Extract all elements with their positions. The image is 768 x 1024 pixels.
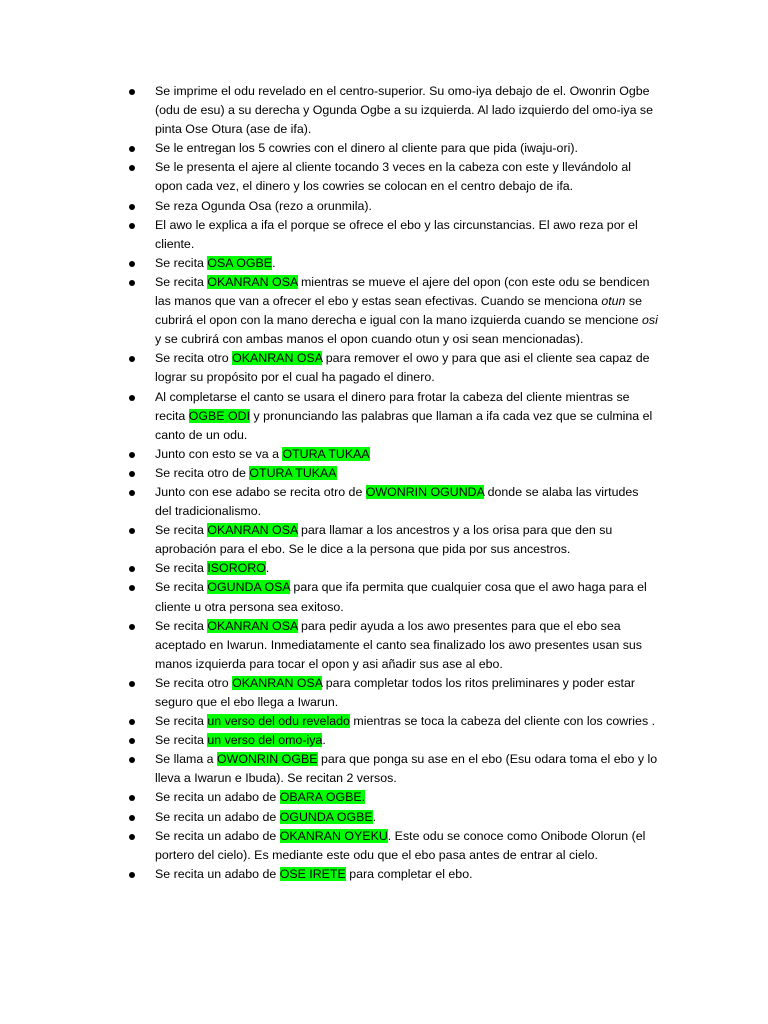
bullet-icon — [129, 452, 135, 458]
highlighted-odu: OKANRAN OYEKU — [279, 828, 388, 843]
item-text: . — [272, 255, 276, 270]
bullet-icon — [129, 566, 135, 572]
highlighted-odu: un verso del odu revelado — [207, 714, 350, 729]
highlighted-odu: OTURA TUKAA — [282, 446, 370, 461]
list-item — [0, 788, 658, 807]
item-text: para completar todos los ritos preliminares y poder estar seguro que el ebo llega a Iwarun. — [155, 675, 636, 709]
item-text: mientras se toca la cabeza del cliente con los cowries . — [349, 714, 656, 729]
item-text: . — [372, 809, 377, 824]
bullet-icon — [129, 280, 135, 286]
list-item — [0, 712, 658, 731]
bullet-icon — [129, 261, 135, 267]
item-text: Se recita — [155, 733, 208, 748]
item-text: donde se alaba las virtudes del tradicionalismo. — [155, 484, 639, 519]
highlighted-odu: OGUNDA OGBE — [279, 809, 373, 824]
list-item — [0, 559, 658, 578]
bullet-icon — [129, 719, 135, 725]
item-text: para completar el ebo. — [345, 866, 473, 881]
bullet-icon — [129, 738, 135, 744]
bullet-icon — [129, 624, 135, 630]
list-item — [0, 674, 658, 712]
item-text: Se recita — [155, 714, 208, 729]
list-item — [0, 82, 658, 139]
item-text: Junto con ese adabo se recita otro de — [155, 484, 366, 499]
list-item — [0, 158, 658, 196]
list-item — [0, 197, 658, 216]
list-item — [0, 445, 658, 464]
list-item — [0, 273, 658, 349]
list-item — [0, 578, 658, 616]
item-text: Se recita un adabo de — [155, 828, 280, 843]
list-item — [0, 139, 658, 158]
list-item — [0, 617, 658, 674]
bullet-icon — [129, 204, 135, 210]
item-text: . — [265, 561, 270, 576]
item-text: Se imprime el odu revelado en el centro-superior. Su omo-iya debajo de el. Owonrin Ogbe (odu de esu) a su derecha y Ogunda Ogbe a su izquierda. Al lado izquierdo del omo-iya se pinta Ose Otura (ase de ifa). — [155, 84, 653, 137]
bullet-icon — [129, 757, 135, 763]
highlighted-odu: OGBE ODI — [188, 408, 251, 423]
list-item — [0, 349, 658, 387]
item-text: Se recita un adabo de — [155, 809, 280, 824]
item-text: para llamar a los ancestros y a los orisa para que den su aprobación para el ebo. Se le dice a la persona que pida por sus ancestros. — [155, 523, 613, 557]
item-text: para pedir ayuda a los awo presentes para que el ebo sea aceptado en Iwarun. Inmediatamente el canto sea finalizado los awo presentes usan sus manos izquierda para tocar el opon y asi añadir sus ase al ebo. — [155, 618, 642, 671]
list-item — [0, 254, 658, 273]
highlighted-odu: OKANRAN OSA — [207, 274, 298, 289]
bullet-icon — [129, 471, 135, 477]
highlighted-odu: OKANRAN OSA — [207, 618, 298, 633]
highlighted-odu: OKANRAN OSA — [232, 675, 323, 690]
bullet-icon — [129, 528, 135, 534]
list-item — [0, 865, 658, 884]
item-text: . — [322, 733, 326, 748]
list-item — [0, 464, 658, 483]
item-text: Al completarse el canto se usara el dinero para frotar la cabeza del cliente mientras se recita — [155, 389, 630, 423]
item-text: Se recita otro — [155, 675, 233, 690]
item-text: para remover el owo y para que asi el cliente sea capaz de lograr su propósito por el cual ha pagado el dinero. — [155, 351, 650, 385]
item-text: para que ifa permita que cualquier cosa que el awo haga para el cliente u otra persona sea exitoso. — [155, 580, 647, 614]
item-text: Se recita — [155, 274, 208, 289]
item-text: Se recita — [155, 580, 208, 595]
item-text: Se reza Ogunda Osa (rezo a orunmila). — [155, 198, 372, 213]
highlighted-odu: un verso del omo-iya — [207, 733, 323, 748]
list-item — [0, 750, 658, 788]
item-text: Se recita — [155, 523, 208, 538]
item-text: Se recita otro de — [155, 465, 250, 480]
item-text: Se recita otro — [155, 351, 233, 366]
item-text: y pronunciando las palabras que llaman a ifa cada vez que se culmina el canto de un odu. — [155, 408, 653, 442]
bullet-icon — [129, 146, 135, 152]
list-item — [0, 731, 658, 750]
highlighted-odu: OBARA OGBE. — [279, 790, 366, 805]
item-text: Se recita — [155, 255, 208, 270]
item-text: para que ponga su ase en el ebo (Esu odara toma el ebo y lo lleva a Iwarun e Ibuda). Se recitan 2 versos. — [155, 752, 658, 786]
bullet-icon — [129, 395, 135, 401]
emphasis-text: otun — [601, 294, 626, 309]
item-text: Se recita un adabo de — [155, 866, 280, 881]
highlighted-odu: OKANRAN OSA — [207, 523, 298, 538]
highlighted-odu: OWONRIN OGUNDA — [365, 484, 485, 499]
item-text: Se recita un adabo de — [155, 790, 280, 805]
highlighted-odu: OWONRIN OGBE — [216, 752, 318, 767]
bullet-icon — [129, 815, 135, 821]
list-item — [0, 483, 658, 521]
list-item — [0, 808, 658, 827]
bullet-icon — [129, 356, 135, 362]
ritual-steps-list — [0, 82, 768, 884]
bullet-icon — [129, 165, 135, 171]
bullet-icon — [129, 872, 135, 878]
list-item — [0, 827, 658, 865]
highlighted-odu: ISORORO — [207, 561, 266, 576]
bullet-icon — [129, 834, 135, 840]
bullet-icon — [129, 585, 135, 591]
highlighted-odu: OTURA TUKAA — [249, 465, 337, 480]
item-text: y se cubrirá con ambas manos el opon cuando otun y osi sean mencionadas). — [155, 332, 584, 347]
list-item — [0, 388, 658, 445]
highlighted-odu: OKANRAN OSA — [232, 351, 323, 366]
bullet-icon — [129, 89, 135, 95]
item-text: El awo le explica a ifa el porque se ofrece el ebo y las circunstancias. El awo reza por el cliente. — [155, 217, 638, 251]
bullet-icon — [129, 795, 135, 801]
highlighted-odu: OGUNDA OSA — [207, 580, 290, 595]
item-text: Se recita — [155, 618, 208, 633]
highlighted-odu: OSA OGBE — [207, 255, 273, 270]
item-text: se cubrirá el opon con la mano derecha e igual con la mano izquierda cuando se mencione — [155, 294, 642, 328]
item-text: Se llama a — [155, 752, 217, 767]
item-text: Junto con esto se va a — [155, 446, 283, 461]
bullet-icon — [129, 223, 135, 229]
list-item — [0, 521, 658, 559]
list-item — [0, 216, 658, 254]
highlighted-odu: OSE IRETE — [279, 866, 346, 881]
item-text: Se le entregan los 5 cowries con el dinero al cliente para que pida (iwaju-ori). — [155, 141, 578, 156]
item-text: mientras se mueve el ajere del opon (con este odu se bendicen las manos que van a ofrecer el ebo y estas sean efectivas. Cuando se menciona — [155, 274, 650, 309]
item-text: Se recita — [155, 561, 208, 576]
emphasis-text: osi — [642, 313, 658, 328]
item-text: Se le presenta el ajere al cliente tocando 3 veces en la cabeza con este y llevándolo al opon cada vez, el dinero y los cowries se colocan en el centro debajo de ifa. — [155, 160, 631, 194]
bullet-icon — [129, 681, 135, 687]
item-text: . Este odu se conoce como Onibode Olorun (el portero del cielo). Es mediante este odu que el ebo pasa antes de entrar al cielo. — [155, 828, 646, 862]
bullet-icon — [129, 490, 135, 496]
